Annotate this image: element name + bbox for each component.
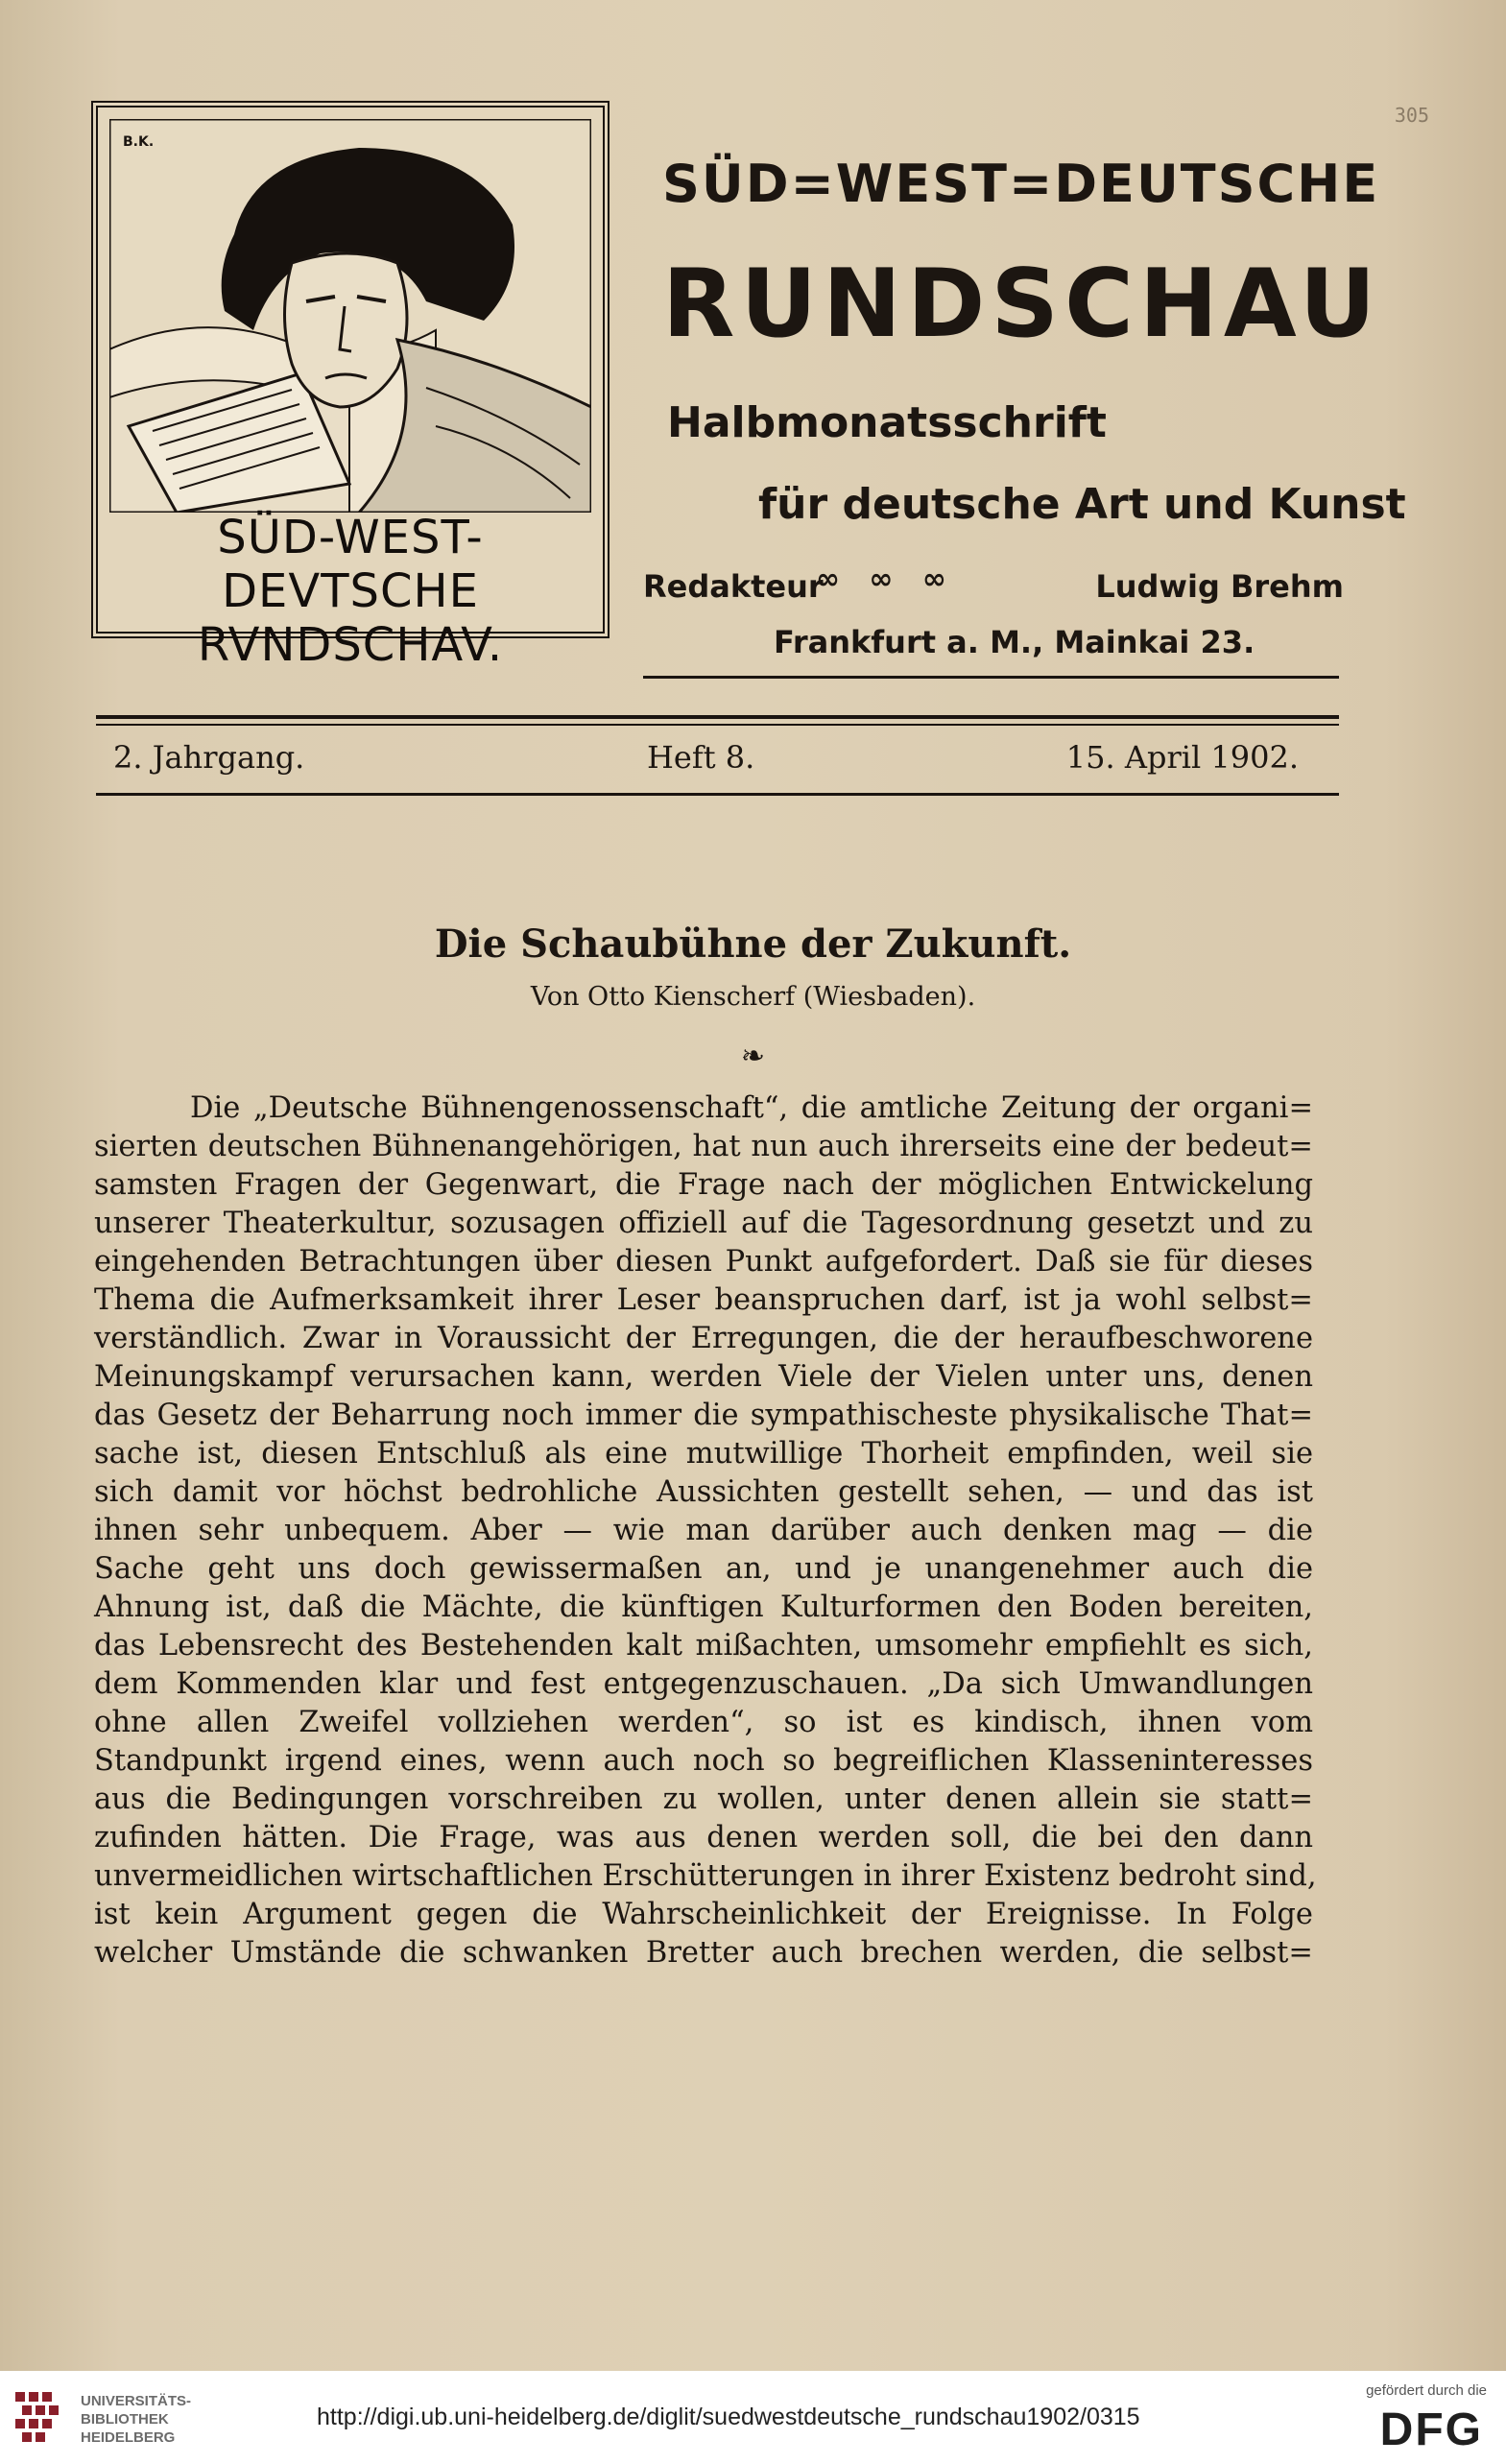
logo-caption (109, 511, 591, 672)
article-line: samsten Fragen der Gegenwart, die Frage nach der möglichen Entwickelung (94, 1168, 1313, 1202)
masthead-title-line1: SÜD=WEST=DEUTSCHE (662, 154, 1380, 214)
divider (643, 676, 1339, 679)
issue-volume: 2. Jahrgang. (113, 739, 305, 776)
issue-date: 15. April 1902. (1065, 739, 1299, 776)
editor-address: Frankfurt a. M., Mainkai 23. (774, 624, 1255, 660)
ornament-icon: ∞ ∞ ∞ (816, 562, 956, 596)
article-line: dem Kommenden klar und fest entgegenzuschauen. „Da sich Umwandlungen (94, 1667, 1313, 1701)
article-line: eingehenden Betrachtungen über diesen Punkt aufgefordert. Daß sie für dieses (94, 1245, 1313, 1279)
logo-signature: B.K. (123, 134, 155, 150)
issue-info (113, 739, 1299, 787)
divider (96, 724, 1339, 726)
masthead-subtitle-line2: für deutsche Art und Kunst (758, 480, 1406, 529)
editor-name: Ludwig Brehm (1095, 568, 1344, 605)
article-line: unserer Theaterkultur, sozusagen offiziell auf die Tagesordnung gesetzt und zu (94, 1207, 1313, 1240)
masthead-subtitle-line1: Halbmonatsschrift (667, 398, 1107, 447)
source-link[interactable]: http://digi.ub.uni-heidelberg.de/diglit/suedwestdeutsche_rundschau1902/0315 (317, 2404, 1140, 2430)
article-line: verständlich. Zwar in Voraussicht der Erregungen, die der heraufbeschworene (94, 1322, 1313, 1355)
article-line: Ahnung ist, daß die Mächte, die künftigen Kulturformen den Boden bereiten, (94, 1591, 1313, 1624)
article-line: ihnen sehr unbequem. Aber — wie man darüber auch denken mag — die (94, 1514, 1313, 1547)
logo-caption-line2: RVNDSCHAV. (197, 618, 504, 672)
dfg-logo: DFG (1379, 2404, 1483, 2455)
article-line: zufinden hätten. Die Frage, was aus denen werden soll, die bei den dann (94, 1821, 1313, 1854)
article-title: Die Schaubühne der Zukunft. (434, 921, 1072, 967)
funding-label: gefördert durch die (1366, 2382, 1487, 2399)
article-line: sich damit vor höchst bedrohliche Aussichten gestellt sehen, — und das ist (94, 1475, 1313, 1509)
article-line: unvermeidlichen wirtschaftlichen Erschütterungen in ihrer Existenz bedroht sind, (94, 1859, 1317, 1893)
article-line: Sache geht uns doch gewissermaßen an, und je unangenehmer auch die (94, 1552, 1313, 1586)
logo-illustration (109, 119, 591, 513)
article-line: Meinungskampf verursachen kann, werden Viele der Vielen unter uns, denen (94, 1360, 1313, 1394)
article-line: ohne allen Zweifel vollziehen werden“, so ist es kindisch, ihnen vom (94, 1706, 1313, 1739)
editor-label: Redakteur (643, 568, 824, 605)
article-line: Standpunkt irgend eines, wenn auch noch so begreiflichen Klasseninteresses (94, 1744, 1313, 1778)
article-line: das Gesetz der Beharrung noch immer die sympathischeste physikalische That= (94, 1399, 1313, 1432)
article-line: sache ist, diesen Entschluß als eine mutwillige Thorheit empfinden, weil sie (94, 1437, 1313, 1471)
footer-bar (0, 2371, 1506, 2464)
article-line: sierten deutschen Bühnenangehörigen, hat nun auch ihrerseits eine der bedeut= (94, 1130, 1313, 1163)
divider (96, 793, 1339, 796)
article-author: Von Otto Kienscherf (Wiesbaden). (530, 982, 976, 1012)
article-line: aus die Bedingungen vorschreiben zu wollen, unter denen allein sie statt= (94, 1782, 1313, 1816)
article-line: Die „Deutsche Bühnengenossenschaft“, die amtliche Zeitung der organi= (190, 1091, 1313, 1125)
article-line: das Lebensrecht des Bestehenden kalt mißachten, umsomehr empfiehlt es sich, (94, 1629, 1313, 1663)
article-line: Thema die Aufmerksamkeit ihrer Leser beanspruchen darf, ist ja wohl selbst= (94, 1283, 1313, 1317)
divider (96, 715, 1339, 719)
issue-number: Heft 8. (647, 739, 755, 776)
fleuron-icon: ❧ (740, 1040, 766, 1073)
article-body (94, 1089, 1317, 1973)
corner-page-mark: 305 (1394, 104, 1429, 127)
masthead-title-line2: RUNDSCHAU (662, 250, 1382, 359)
library-name: UNIVERSITÄTS- BIBLIOTHEK HEIDELBERG (81, 2393, 192, 2446)
article-line: ist kein Argument gegen die Wahrscheinlichkeit der Ereignisse. In Folge (94, 1898, 1313, 1931)
masthead-logo (91, 101, 610, 672)
logo-caption-line1: SÜD-WEST-DEVTSCHE (217, 511, 484, 618)
article-line: welcher Umstände die schwanken Bretter auch brechen werden, die selbst= (94, 1936, 1313, 1970)
university-library-logo-icon (13, 2390, 71, 2448)
